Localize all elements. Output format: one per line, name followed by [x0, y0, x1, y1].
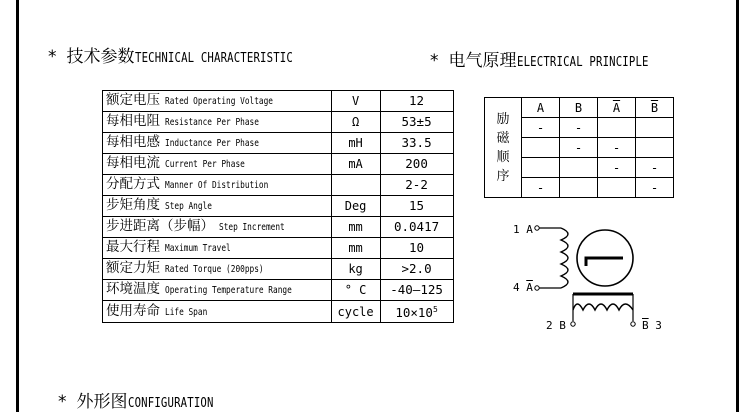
spec-name-cell — [103, 280, 332, 301]
spec-row — [103, 175, 454, 196]
spec-value: 53±5 — [401, 114, 432, 129]
bullet-star: * — [58, 392, 67, 412]
spec-value-cell — [380, 217, 453, 238]
bullet-star: * — [430, 51, 439, 71]
spec-name-en: Life Span — [165, 306, 208, 318]
spec-name-zh: 每相电流 — [106, 155, 160, 171]
technical-title-zh: 技术参数 — [66, 47, 135, 67]
spec-value: 10 — [409, 240, 425, 255]
sequence-cell: - — [598, 158, 636, 178]
spec-unit: cycle — [331, 301, 380, 323]
sequence-header-cell: B — [560, 98, 598, 118]
spec-value-cell — [380, 238, 453, 259]
frame-right-border — [736, 0, 739, 412]
label-terminal-1: 1 A — [513, 223, 533, 236]
spec-value-cell — [380, 175, 453, 196]
spec-value-cell — [380, 154, 453, 175]
sequence-header-cell: A — [522, 98, 560, 118]
spec-name-cell — [103, 154, 332, 175]
sequence-cell — [598, 118, 636, 138]
sequence-cell — [598, 178, 636, 198]
sequence-header-row — [485, 98, 674, 118]
configuration-title-en: CONFIGURATION — [127, 396, 214, 411]
configuration-heading — [58, 387, 232, 412]
spec-value-cell — [380, 112, 453, 133]
spec-value: -40—125 — [390, 282, 443, 297]
spec-name-cell — [103, 217, 332, 238]
spec-name-en: Inductance Per Phase — [165, 138, 259, 149]
label-terminal-3-letter: $\overline{B}$ — [642, 319, 649, 332]
spec-value: 15 — [409, 198, 425, 213]
spec-name-en: Step Angle — [165, 201, 212, 212]
spec-value: 12 — [409, 93, 425, 108]
sequence-side-char: 磁 — [496, 130, 510, 146]
spec-unit: mm — [331, 217, 380, 238]
electrical-title-en: ELECTRICAL PRINCIPLE — [516, 55, 649, 70]
spec-name-zh: 步矩角度 — [106, 197, 160, 213]
sequence-cell — [560, 178, 598, 198]
bullet-star: * — [48, 47, 57, 67]
spec-unit: kg — [331, 259, 380, 280]
spec-value-cell — [380, 91, 453, 112]
sequence-cell: - — [522, 118, 560, 138]
technical-title-en: TECHNICAL CHARACTERISTIC — [134, 51, 293, 66]
sequence-cell — [522, 138, 560, 158]
spec-unit: ° C — [331, 280, 380, 301]
label-terminal-3 — [642, 319, 662, 332]
label-terminal-4-num: 4 — [513, 281, 520, 294]
sequence-cell — [636, 138, 674, 158]
sequence-cell: - — [636, 158, 674, 178]
sequence-cell — [560, 158, 598, 178]
spec-value-cell — [380, 133, 453, 154]
technical-heading — [48, 42, 327, 67]
spec-value: 33.5 — [401, 135, 432, 150]
spec-name-en: Rated Torque (200pps) — [165, 264, 264, 275]
spec-unit: mH — [331, 133, 380, 154]
spec-name-cell — [103, 259, 332, 280]
coil-a — [561, 228, 568, 288]
spec-name-cell — [103, 175, 332, 196]
sequence-header-cell: $\overline{B}$ — [636, 98, 674, 118]
sequence-side-char: 励 — [496, 111, 510, 127]
spec-row — [103, 91, 454, 112]
rotor-magnet — [586, 258, 623, 266]
spec-unit: Deg — [331, 196, 380, 217]
spec-value: 0.0417 — [393, 219, 440, 234]
frame-left-border — [16, 0, 19, 412]
spec-unit — [331, 175, 380, 196]
spec-value-exponent: 5 — [432, 305, 438, 314]
terminal-3 — [631, 322, 635, 326]
electrical-title-zh: 电气原理 — [448, 51, 517, 71]
spec-row — [103, 301, 454, 323]
spec-name-zh: 额定电压 — [106, 92, 160, 108]
sequence-cell: - — [598, 138, 636, 158]
spec-row — [103, 217, 454, 238]
spec-row — [103, 259, 454, 280]
spec-name-cell — [103, 91, 332, 112]
spec-name-cell — [103, 238, 332, 259]
spec-unit: Ω — [331, 112, 380, 133]
spec-name-cell — [103, 133, 332, 154]
sequence-cell — [522, 158, 560, 178]
configuration-title-zh: 外形图 — [76, 392, 128, 412]
spec-row — [103, 112, 454, 133]
spec-name-en: Resistance Per Phase — [165, 117, 259, 128]
spec-value: >2.0 — [401, 261, 432, 276]
spec-name-en: Maximum Travel — [165, 243, 231, 254]
sequence-cell: - — [522, 178, 560, 198]
spec-name-zh: 环境温度 — [106, 281, 160, 297]
sequence-side-char: 序 — [496, 168, 510, 184]
spec-value-cell — [380, 259, 453, 280]
spec-name-cell — [103, 196, 332, 217]
label-terminal-4 — [513, 281, 533, 294]
spec-name-en: Current Per Phase — [165, 159, 245, 170]
spec-name-en: Rated Operating Voltage — [165, 96, 274, 107]
spec-unit: mA — [331, 154, 380, 175]
spec-name-cell — [103, 301, 332, 323]
spec-table — [102, 90, 454, 323]
spec-value: 200 — [405, 156, 428, 171]
label-terminal-3-num: 3 — [655, 319, 662, 332]
spec-name-en: Step Increment — [219, 222, 285, 233]
terminal-4 — [535, 286, 539, 290]
terminal-1 — [535, 226, 539, 230]
spec-name-zh: 额定力矩 — [106, 260, 160, 276]
sequence-cell: - — [560, 118, 598, 138]
spec-name-zh: 每相电阻 — [106, 113, 160, 129]
label-terminal-2: 2 B — [546, 319, 566, 332]
excitation-sequence-table — [484, 97, 674, 198]
spec-value: 2-2 — [405, 177, 428, 192]
spec-unit: mm — [331, 238, 380, 259]
spec-row — [103, 196, 454, 217]
spec-value-cell — [380, 196, 453, 217]
coil-b — [573, 304, 633, 310]
sequence-side-label — [485, 98, 522, 198]
spec-row — [103, 133, 454, 154]
spec-name-zh: 最大行程 — [106, 239, 160, 255]
spec-value-cell — [380, 301, 453, 323]
spec-value-cell — [380, 280, 453, 301]
spec-name-zh: 每相电感 — [106, 134, 160, 150]
spec-name-zh: 步进距离（步幅） — [106, 218, 214, 234]
terminal-2 — [571, 322, 575, 326]
spec-name-en: Operating Temperature Range — [165, 285, 292, 296]
sequence-side-char: 顺 — [496, 149, 510, 165]
spec-row — [103, 280, 454, 301]
electrical-heading — [430, 46, 677, 71]
label-terminal-4-letter: $\overline{A}$ — [526, 281, 533, 294]
sequence-cell — [636, 118, 674, 138]
spec-row — [103, 238, 454, 259]
spec-name-cell — [103, 112, 332, 133]
spec-value: 10×10 — [395, 305, 433, 321]
spec-name-en: Manner Of Distribution — [165, 180, 269, 191]
spec-unit: V — [331, 91, 380, 112]
sequence-cell: - — [560, 138, 598, 158]
spec-name-zh: 分配方式 — [106, 176, 160, 192]
spec-row — [103, 154, 454, 175]
spec-name-zh: 使用寿命 — [106, 302, 160, 319]
sequence-header-cell: $\overline{A}$ — [598, 98, 636, 118]
sequence-cell: - — [636, 178, 674, 198]
